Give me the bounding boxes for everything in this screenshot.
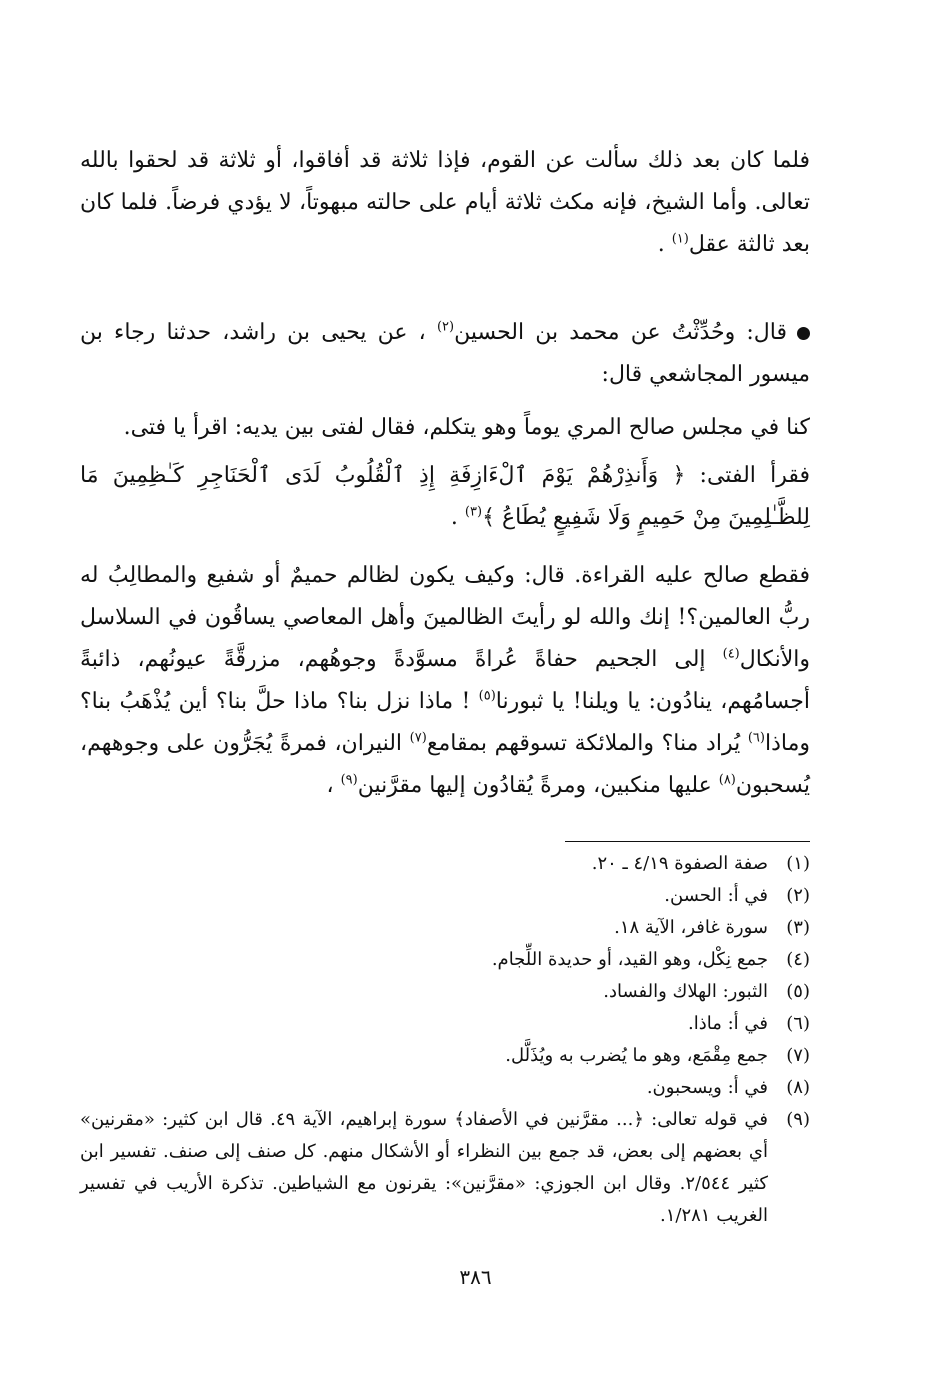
footnote-number: (٦): [786, 1013, 810, 1034]
paragraph-1-end: .: [657, 232, 672, 257]
paragraph-5: [80, 555, 810, 807]
footnote-item: [80, 848, 810, 880]
footnote-text: جمع نِكْل، وهو القيد، أو حديدة اللِّجام.: [491, 949, 768, 970]
footnote-ref-5: (٥): [478, 688, 496, 704]
paragraph-2: [80, 312, 810, 396]
footnote-number: (٢): [786, 885, 810, 906]
footnote-ref-3: (٣): [464, 504, 483, 520]
paragraph-4: [80, 455, 810, 539]
footnote-ref-6: (٦): [747, 730, 765, 746]
footnote-ref-7: (٧): [409, 730, 427, 746]
paragraph-2-text: قال: وحُدِّثْتُ عن محمد بن الحسين: [454, 320, 787, 345]
footnote-item: [80, 880, 810, 912]
quran-verse: ﴿ وَأَنذِرْهُمْ يَوْمَ ٱلْءَازِفَةِ إِذِ ٱلْقُلُوبُ لَدَى ٱلْحَنَاجِرِ كَـٰظِمِينَ مَا لِلظَّـٰلِمِينَ مِنْ حَمِيمٍ وَلَا شَفِيعٍ يُطَاعُ ﴾: [80, 463, 810, 530]
footnote-text: في أ: ماذا.: [688, 1013, 768, 1034]
footnote-item: [80, 1008, 810, 1040]
paragraph-5-text-e: النيران، فمرةً يُجَرُّون على وجوههم، يُسحبون: [80, 731, 810, 798]
footnote-text: الثبور: الهلاك والفساد.: [603, 981, 768, 1002]
footnote-ref-1: (١): [671, 231, 689, 247]
paragraph-5-text-f: عليها منكبين، ومرةً يُقادُون إليها مقرَّنين: [357, 773, 719, 798]
footnote-item: [80, 1072, 810, 1104]
footnote-text: صفة الصفوة ٤/١٩ ـ ٢٠.: [591, 853, 768, 874]
paragraph-5-text-a: فقطع صالح عليه القراءة. قال: وكيف يكون لظالم حميمٌ أو شفيع والمطالِبُ له ربُّ العالمين؟! إنك والله لو رأيتَ الظالمينَ وأهل المعاصي يساقُون في السلاسل والأنكال: [80, 563, 810, 672]
paragraph-5-text-g: ،: [326, 773, 341, 798]
paragraph-5-text-b: إلى الجحيم حفاةً عُراةً مسوَّدةً وجوهُهم، مزرقَّةً عيونُهم، ذائبةً أجسامُهم، ينادُون: يا ويلنا! يا ثبورنا: [80, 647, 810, 714]
paragraph-1: [80, 140, 810, 266]
footnote-ref-9: (٩): [340, 772, 358, 788]
paragraph-3: [80, 407, 810, 449]
footnote-number: (٧): [786, 1045, 810, 1066]
footnote-text: في قوله تعالى: ﴿... مقرَّنين في الأصفاد﴾ سورة إبراهيم، الآية ٤٩. قال ابن كثير: «مقرنين» أي بعضهم إلى بعض، قد جمع بين النظراء أو الأشكال منهم. كل صنف إلى صنف. تفسير ابن كثير ٢/٥٤٤. وقال ابن الجوزي: «مقرَّنين»: يقرنون مع الشياطين. تذكرة الأريب في تفسير الغريب ١/٢٨١.: [80, 1109, 768, 1226]
paragraph-4-end: .: [450, 505, 465, 530]
page-number: ٣٨٦: [459, 1265, 492, 1289]
footnote-number: (٣): [786, 917, 810, 938]
footnotes-list: [80, 848, 810, 1232]
footnote-text: في أ: الحسن.: [664, 885, 768, 906]
footnote-ref-8: (٨): [718, 772, 736, 788]
footnote-text: جمع مِقْمَع، وهو ما يُضرب به ويُذَلَّل.: [505, 1045, 768, 1066]
paragraph-2-end: ، عن يحيى بن راشد، حدثنا رجاء بن ميسور المجاشعي قال:: [80, 320, 810, 387]
footnote-number: (٩): [786, 1109, 810, 1130]
paragraph-3-text: كنا في مجلس صالح المري يوماً وهو يتكلم، فقال لفتى بين يديه: اقرأ يا فتى.: [123, 415, 810, 440]
footnote-number: (٨): [786, 1077, 810, 1098]
paragraph-1-text: فلما كان بعد ذلك سألت عن القوم، فإذا ثلاثة قد أفاقوا، أو ثلاثة قد لحقوا بالله تعالى. وأما الشيخ، فإنه مكث ثلاثة أيام على حالته مبهوتاً، لا يؤدي فرضاً. فلما كان بعد ثالثة عقل: [80, 148, 811, 257]
paragraph-5-text-d: يُراد منا؟ والملائكة تسوقهم بمقامع: [426, 731, 748, 756]
footnote-text: في أ: ويسحبون.: [646, 1077, 768, 1098]
footnote-item: [80, 944, 810, 976]
bullet-icon: [797, 327, 810, 340]
footnote-ref-2: (٢): [436, 319, 455, 335]
footnote-item: [80, 976, 810, 1008]
footnote-number: (٥): [786, 981, 810, 1002]
footnote-ref-4: (٤): [722, 646, 740, 662]
footnote-text: سورة غافر، الآية ١٨.: [614, 917, 768, 938]
footnote-separator: [565, 841, 810, 842]
footnote-number: (٤): [786, 949, 810, 970]
footnote-item: [80, 1040, 810, 1072]
footnote-number: (١): [786, 853, 810, 874]
footnote-item: [80, 1104, 810, 1232]
paragraph-4-text: فقرأ الفتى:: [685, 463, 810, 488]
footnote-item: [80, 912, 810, 944]
paragraph-5-text-c: ! ماذا نزل بنا؟ ماذا حلَّ بنا؟ أين يُذْهَبُ بنا؟ وماذا: [80, 689, 810, 756]
